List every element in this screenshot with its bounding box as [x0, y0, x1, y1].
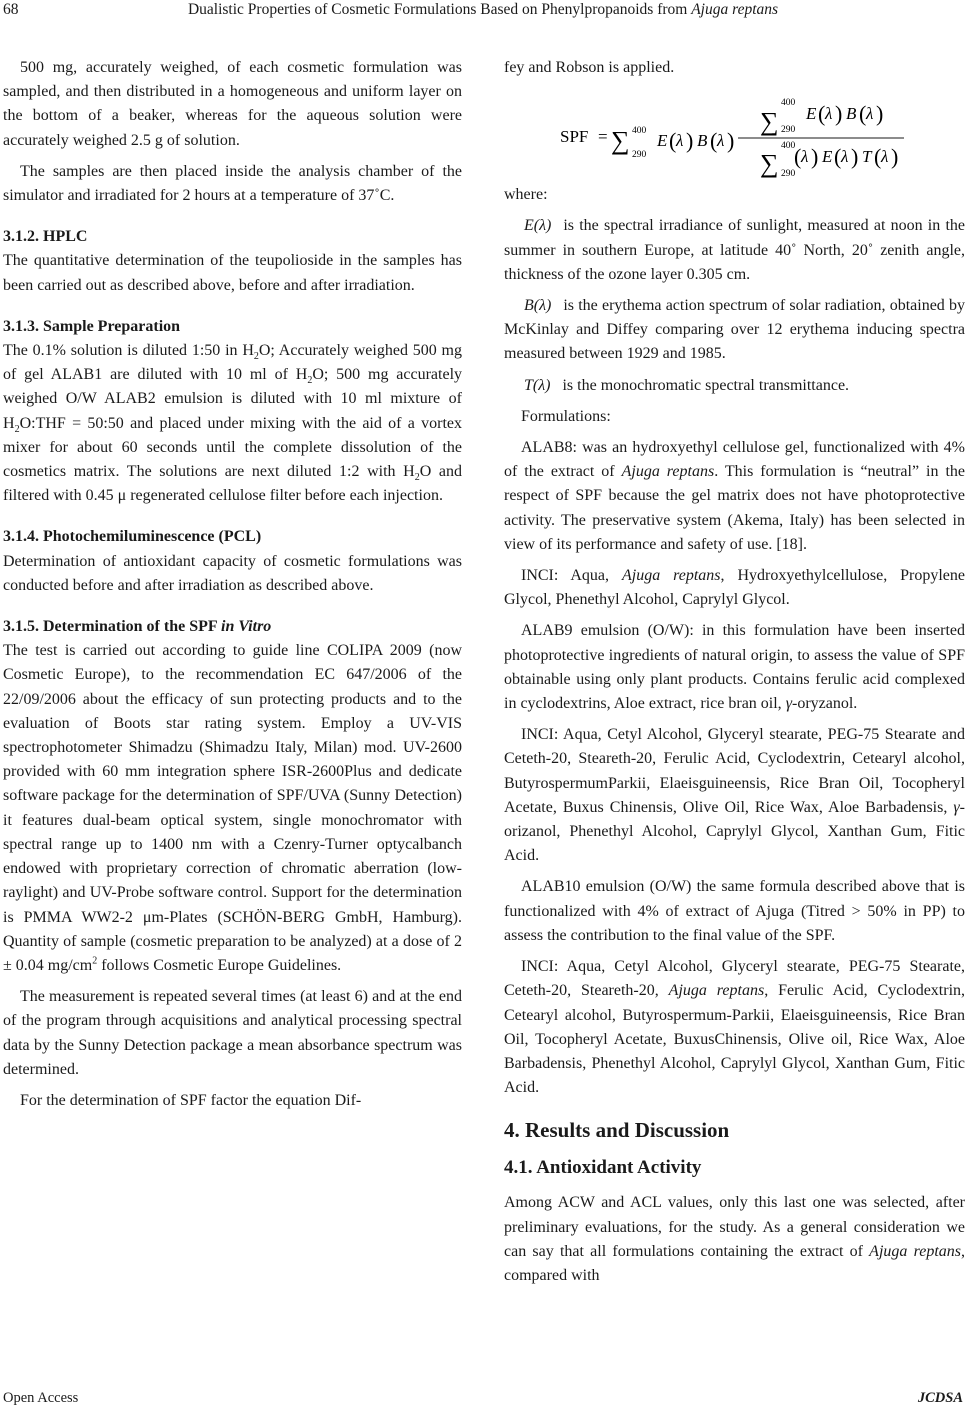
running-title: Dualistic Properties of Cosmetic Formulations Based on Phenylpropanoids from Ajuga reptans: [187, 1, 779, 18]
spf-equation: [504, 87, 965, 179]
eq-paren: ): [686, 128, 694, 154]
eq-sum-outer: ∑: [611, 126, 630, 156]
paragraph-where: where:: [504, 186, 548, 204]
section-heading-spf: 3.1.5. Determination of the SPF in Vitro: [3, 618, 272, 636]
paragraph-results: Among ACW and ACL values, only this last one was selected, after preliminary evaluations, for the study. As a general consideration we can say that all formulations containing the extract of Ajuga reptans, compared with: [504, 1194, 966, 1284]
eq-lambda: λ: [866, 104, 874, 124]
paragraph: fey and Robson is applied.: [504, 59, 675, 76]
eq-paren: (: [834, 144, 842, 170]
eq-e: E: [806, 104, 817, 124]
eq-paren: (: [859, 101, 867, 127]
eq-sum-num: ∑: [760, 107, 779, 137]
eq-paren: (: [818, 101, 826, 127]
paragraph: The quantitative determination of the teupolioside in the samples has been carried out as described above, before and after irradiation.: [3, 252, 462, 294]
eq-lambda: λ: [841, 147, 849, 167]
eq-sum-den-top: 400: [781, 141, 796, 152]
eq-lambda: λ: [717, 131, 725, 151]
page-footer: [0, 1390, 966, 1412]
paragraph-alab9: ALAB9 emulsion (O/W): in this formulation have been inserted photoprotective ingredients of natural origin, to assess the value of SPF obtainable using only plant products. Contains ferulic acid complexed in cyclodextrins, Aloe extract, rice bran oil, γ-oryzanol.: [504, 622, 965, 713]
definition-e: E(λ) is the spectral irradiance of sunlight, measured at noon in the summer in southern Europe, at latitude 40˚ North, 20˚ zenith angle, thickness of the ozone layer 0.305 cm.: [504, 217, 965, 283]
eq-e: E: [822, 147, 833, 167]
eq-paren: ): [876, 101, 884, 127]
eq-lambda: λ: [825, 104, 833, 124]
paragraph: 500 mg, accurately weighed, of each cosmetic formulation was sampled, and then distributed in a homogeneous and uniform layer on the bottom of a beaker, whereas for the aqueous solution were accurately weighed 2.5 g of solution.: [3, 59, 462, 149]
paragraph-sample-prep: The 0.1% solution is diluted 1:50 in $H_2O$; Accurately weighed 500 mg of gel ALAB1 are diluted with 10 ml of $H_2O$; 500 mg accurately weighed O/W ALAB2 emulsion is diluted with 10 ml mixture of $H_2O:THF$ = 50:50 and placed under mixing with the aid of a vortex mixer for about 60 seconds until the complete dissolution of the cosmetics matrix. The solutions are next diluted 1:2 with $H_2O$ and filtered with 0.45 μ regenerated cellulose filter before each injection.: [3, 342, 463, 505]
section-heading-sample-prep: 3.1.3. Sample Preparation: [3, 317, 181, 335]
eq-lambda: λ: [881, 147, 889, 167]
journal-abbrev: JCDSA: [917, 1390, 963, 1406]
eq-paren: (: [669, 128, 677, 154]
right-column: [504, 56, 965, 1295]
eq-t: T: [862, 147, 872, 167]
eq-sum-outer-bottom: 290: [632, 150, 647, 161]
open-access-label: Open Access: [3, 1390, 79, 1406]
paragraph: For the determination of SPF factor the equation Dif-: [20, 1091, 362, 1109]
section-heading-antioxidant: 4.1. Antioxidant Activity: [504, 1157, 702, 1179]
eq-paren: ): [835, 101, 843, 127]
eq-paren: ): [851, 144, 859, 170]
paragraph-inci8: INCI: Aqua, Ajuga reptans, Hydroxyethylcellulose, Propylene Glycol, Phenethyl Alcohol, Caprylyl Glycol.: [504, 567, 966, 609]
page-number: 68: [3, 1, 19, 18]
section-heading-hplc: 3.1.2. HPLC: [3, 228, 88, 246]
section-heading-results: 4. Results and Discussion: [504, 1118, 730, 1143]
paragraph: The samples are then placed inside the analysis chamber of the simulator and irradiated for 2 hours at a temperature of 37˚C.: [3, 162, 462, 205]
definition-b: B(λ) is the erythema action spectrum of solar radiation, obtained by McKinlay and Diffey comparing over 12 erythema inducing spectra measured between 1929 and 1985.: [504, 297, 965, 363]
running-header: [0, 0, 966, 22]
paragraph: The measurement is repeated several times (at least 6) and at the end of the program through acquisitions and analytical processing spectral data by the Sunny Detection package a mean absorbance spectrum was determined.: [3, 988, 462, 1078]
paragraph-inci9: INCI: Aqua, Cetyl Alcohol, Glyceryl stearate, PEG-75 Stearate and Ceteth-20, Steareth-20, Ferulic Acid, Cyclodextrin, Cetearyl alcohol, ButyrospermumParkii, Elaeisguineensis, Rice Bran Oil, Tocopheryl Acetate, Buxus Chinensis, Olive Oil, Rice Wax, Aloe Barbadensis, γ-orizanol, Phenethyl Alcohol, Caprylyl Glycol, Xanthan Gum, Fitic Acid.: [504, 726, 965, 865]
left-column: [3, 56, 462, 1120]
eq-sum-num-top: 400: [781, 98, 796, 109]
eq-spf: SPF: [560, 127, 589, 147]
eq-b: B: [697, 131, 708, 151]
paragraph-spf-method: The test is carried out according to guide line COLIPA 2009 (now Cosmetic Europe), to the recommendation EC 647/2006 of the 22/09/2006 about the efficacy of sun protecting products and to the evaluation of Boots star rating system. Employ a UV-VIS spectrophotometer Shimadzu (Shimadzu Italy, Milan) mod. UV-2600 provided with 60 mm integration sphere ISR-2600Plus and dedicate software package for the determination of SPF/UVA (Sunny Detection) it features dual-beam optical system, single monochromator with spectral range up to 1400 nm with a Czenry-Turner optycalbanch endowed with proprietary correction of chromatic aberration (low-raylight) and UV-Probe software control. Support for the determination is PMMA WW2-2 μm-Plates (SCHÖN-BERG GmbH, Hamburg). Quantity of sample (cosmetic preparation to be analyzed) at a dose of 2 ± 0.04 $mg/cm^2$ follows Cosmetic Europe Guidelines.: [3, 642, 462, 974]
paragraph: Determination of antioxidant capacity of cosmetic formulations was conducted before and after irradiation as described above.: [3, 552, 462, 594]
eq-paren: ): [727, 128, 735, 154]
eq-sum-den-bottom: 290: [781, 169, 796, 180]
eq-lambda: λ: [801, 147, 809, 167]
eq-equals: =: [598, 127, 608, 147]
section-heading-pcl: 3.1.4. Photochemiluminescence (PCL): [3, 528, 262, 546]
spf-equation-graphic: [504, 87, 965, 179]
paragraph-alab8: ALAB8: was an hydroxyethyl cellulose gel, functionalized with 4% of the extract of Ajuga reptans. This formulation is “neutral” in the respect of SPF because the gel matrix does not have photoprotective activity. The preservative system (Akema, Italy) has been selected in view of its performance and safety of use. [18].: [504, 439, 965, 553]
eq-lambda: λ: [676, 131, 684, 151]
eq-paren: (: [874, 144, 882, 170]
eq-sum-num-bottom: 290: [781, 125, 796, 136]
eq-sum-outer-top: 400: [632, 126, 647, 137]
eq-paren: (: [710, 128, 718, 154]
eq-paren: ): [891, 144, 899, 170]
definition-t: T(λ) is the monochromatic spectral transmittance.: [524, 376, 850, 394]
paragraph-inci10: INCI: Aqua, Cetyl Alcohol, Glyceryl stearate, PEG-75 Stearate, Ceteth-20, Steareth-20, Ajuga reptans, Ferulic Acid, Cyclodextrin, Cetearyl alcohol, Butyrospermum-Parkii, Elaeisguineensis, Rice Bran Oil, Tocopheryl Acetate, BuxusChinensis, Olive oil, Rice Wax, Aloe Barbadensis, Phenethyl Alcohol, Caprylyl Glycol, Xanthan Gum, Fitic Acid.: [504, 958, 966, 1097]
paragraph-alab10: ALAB10 emulsion (O/W) the same formula described above that is functionalized with 4% of extract of Ajuga (Titred > 50% in PP) to assess the contribution to the final value of the SPF.: [504, 878, 965, 944]
paragraph: Formulations:: [521, 407, 611, 425]
eq-e: E: [657, 131, 668, 151]
eq-paren: (: [794, 144, 802, 170]
eq-paren: ): [811, 144, 819, 170]
eq-b: B: [846, 104, 857, 124]
eq-sum-den: ∑: [760, 149, 779, 179]
